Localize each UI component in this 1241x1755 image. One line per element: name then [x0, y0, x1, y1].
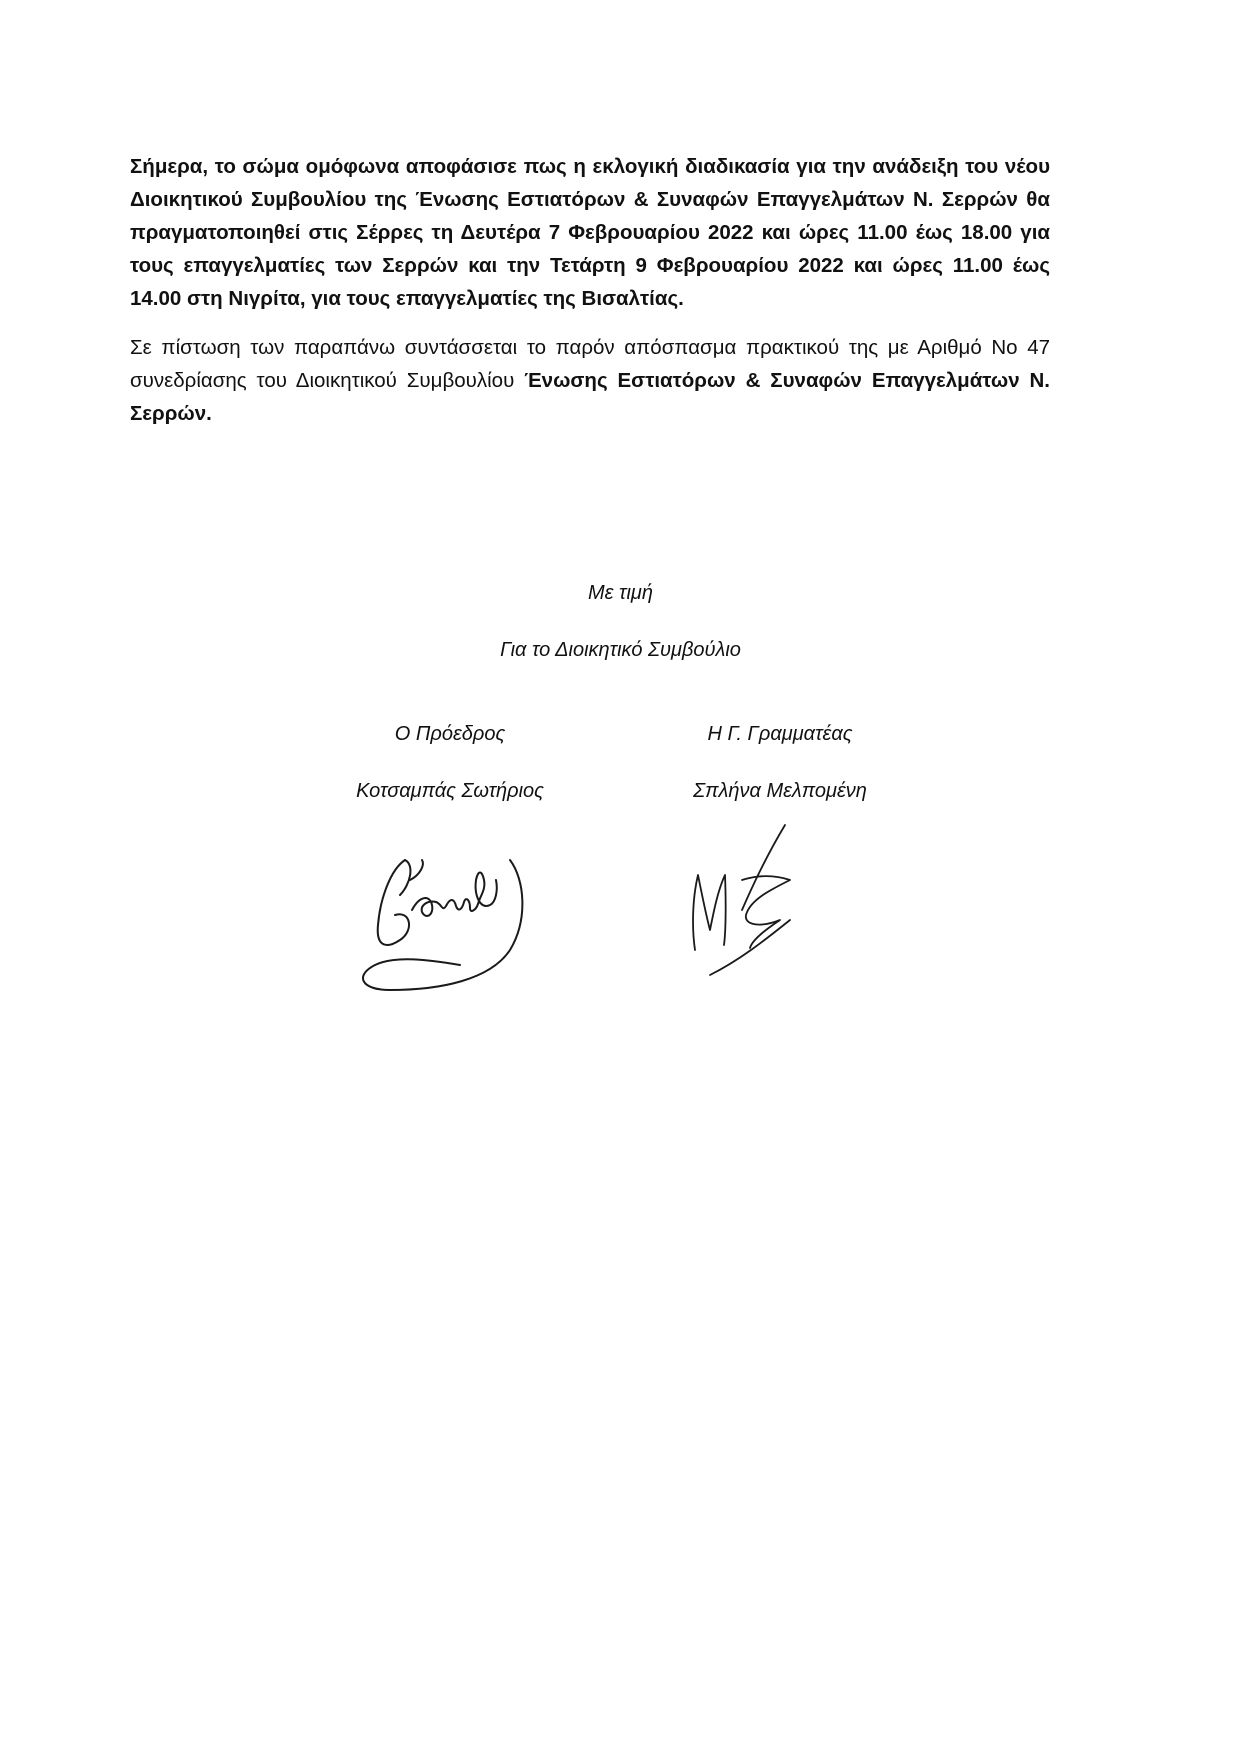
on-behalf-line: Για το Διοικητικό Συμβούλιο	[500, 639, 741, 661]
certification-text: Σε πίστωση των παραπάνω συντάσσεται το παρόν απόσπασμα πρακτικού της με Αριθμό Νο 47 συνεδρίασης του Διοικητικού Συμβουλίου	[130, 336, 1050, 392]
secretary-name: Σπλήνα Μελπομένη	[693, 780, 867, 802]
decision-paragraph: Σήμερα, το σώμα ομόφωνα αποφάσισε πως η εκλογική διαδικασία για την ανάδειξη του νέου Διοικητικού Συμβουλίου της Ένωσης Εστιατόρων & Συναφών Επαγγελμάτων Ν. Σερρών θα πραγματοποιηθεί στις Σέρρες τη Δευτέρα 7 Φεβρουαρίου 2022 και ώρες 11.00 έως 18.00 για τους επαγγελματίες των Σερρών και την Τετάρτη 9 Φεβρουαρίου 2022 και ώρες 11.00 έως 14.00 στη Νιγρίτα, για τους επαγγελματίες της Βισαλτίας.	[130, 155, 1050, 310]
secretary-role: Η Γ. Γραμματέας	[707, 723, 853, 745]
certification-paragraph	[130, 331, 1050, 430]
president-name: Κοτσαμπάς Σωτήριος	[356, 780, 544, 802]
closing-regards: Με τιμή	[588, 582, 653, 604]
association-name: Ένωσης Εστιατόρων & Συναφών Επαγγελμάτων Ν. Σερρών.	[130, 369, 1050, 425]
secretary-signature	[680, 820, 820, 980]
president-signature	[350, 840, 550, 1000]
president-role: Ο Πρόεδρος	[394, 723, 506, 745]
